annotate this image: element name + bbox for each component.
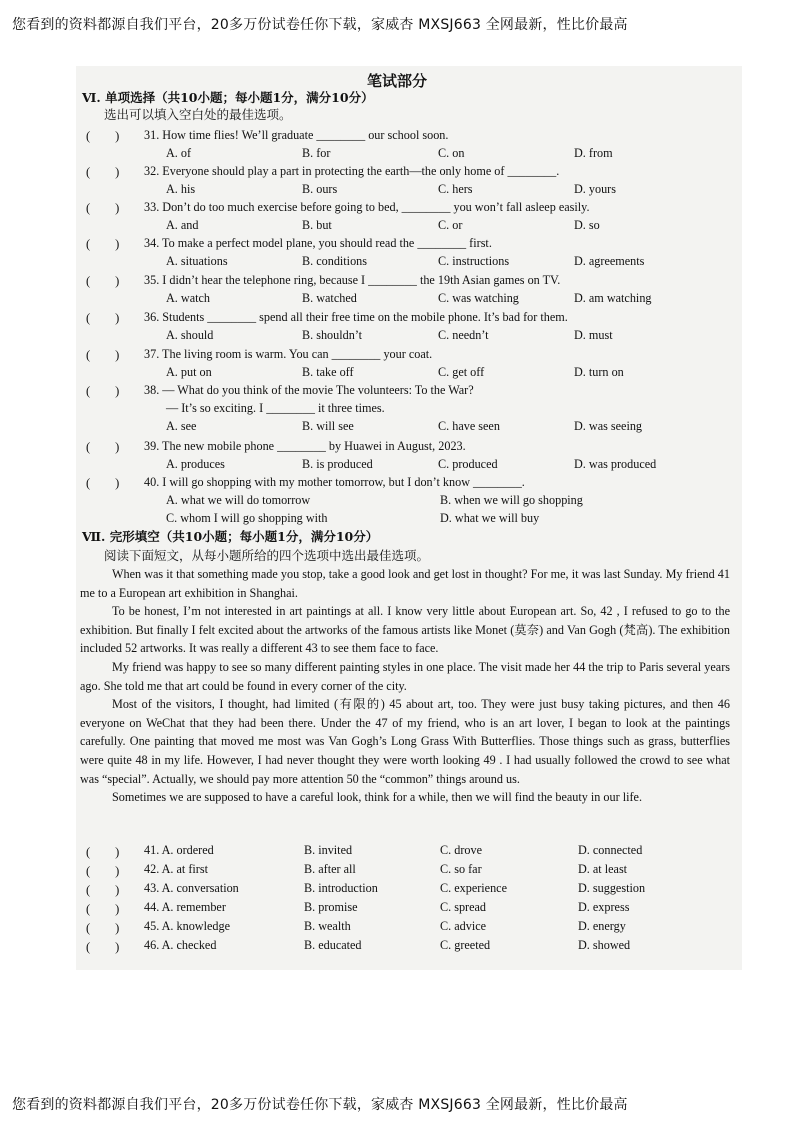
answer-option: C. get off — [438, 365, 485, 379]
answer-option: B. for — [302, 146, 331, 160]
answer-option: B. is produced — [302, 457, 373, 471]
answer-option: D. energy — [578, 919, 626, 933]
answer-paren: ( ) — [86, 348, 120, 362]
answer-option: D. suggestion — [578, 881, 646, 895]
answer-option: A. see — [166, 419, 197, 433]
answer-option: D. so — [574, 218, 600, 232]
answer-option: A. of — [166, 146, 192, 160]
answer-paren: ( ) — [86, 902, 120, 916]
answer-option: C. spread — [440, 900, 487, 914]
answer-option: B. ours — [302, 182, 338, 196]
answer-paren: ( ) — [86, 274, 120, 288]
answer-paren: ( ) — [86, 940, 120, 954]
section-7-heading: Ⅶ. 完形填空（共10小题；每小题1分，满分10分） — [82, 529, 379, 544]
answer-option: C. greeted — [440, 938, 491, 952]
answer-option: D. at least — [578, 862, 628, 876]
answer-option: C. so far — [440, 862, 482, 876]
question-stem: 37. The living room is warm. You can ________ your coat. — [144, 347, 433, 361]
answer-option: D. from — [574, 146, 613, 160]
answer-option: B. invited — [304, 843, 353, 857]
answer-option: B. will see — [302, 419, 354, 433]
answer-option: D. express — [578, 900, 630, 914]
answer-option: A. situations — [166, 254, 228, 268]
answer-paren: ( ) — [86, 845, 120, 859]
answer-option: A. put on — [166, 365, 212, 379]
answer-paren: ( ) — [86, 237, 120, 251]
answer-option: B. after all — [304, 862, 356, 876]
section-6-instruction: 选出可以填入空白处的最佳选项。 — [104, 107, 292, 122]
question-stem: 32. Everyone should play a part in protecting the earth—the only home of ________. — [144, 164, 560, 178]
answer-option: D. am watching — [574, 291, 652, 305]
cloze-question-first-option: 45. A. knowledge — [144, 919, 230, 933]
answer-option: C. experience — [440, 881, 507, 895]
passage-paragraph: Sometimes we are supposed to have a careful look, think for a while, then we will find the beauty in our life. — [112, 790, 643, 805]
answer-paren: ( ) — [86, 864, 120, 878]
answer-option: C. hers — [438, 182, 473, 196]
question-stem: 39. The new mobile phone ________ by Huawei in August, 2023. — [144, 439, 466, 453]
answer-paren: ( ) — [86, 311, 120, 325]
answer-option: B. watched — [302, 291, 357, 305]
answer-option: C. whom I will go shopping with — [166, 511, 328, 525]
answer-option: C. produced — [438, 457, 498, 471]
cloze-question-first-option: 42. A. at first — [144, 862, 208, 876]
answer-option: D. was produced — [574, 457, 657, 471]
answer-option: D. must — [574, 328, 613, 342]
question-stem: 36. Students ________ spend all their free time on the mobile phone. It’s bad for them. — [144, 310, 568, 324]
answer-paren: ( ) — [86, 440, 120, 454]
answer-option: C. instructions — [438, 254, 510, 268]
answer-option: B. conditions — [302, 254, 368, 268]
answer-option: A. should — [166, 328, 214, 342]
answer-option: C. drove — [440, 843, 482, 857]
cloze-question-first-option: 43. A. conversation — [144, 881, 239, 895]
section-7-instruction: 阅读下面短文，从每小题所给的四个选项中选出最佳选项。 — [104, 548, 430, 563]
answer-option: C. or — [438, 218, 463, 232]
question-stem: 31. How time flies! We’ll graduate ________ our school soon. — [144, 128, 449, 142]
answer-option: A. what we will do tomorrow — [166, 493, 311, 507]
cloze-question-first-option: 46. A. checked — [144, 938, 217, 952]
answer-option: C. on — [438, 146, 465, 160]
passage-paragraph: To be honest, I’m not interested in art paintings at all. I know very little about European art. So, 42 , I refused to go to the exhibition. But finally I felt excited about the artworks of the famous artists like Monet (莫奈) and Van Gogh (梵高). The exhibition included 52 artworks. It was really a different 43 to see them face to face. — [80, 604, 730, 656]
question-stem-continued: — It’s so exciting. I ________ it three times. — [166, 401, 385, 415]
answer-option: B. but — [302, 218, 332, 232]
cloze-passage — [80, 565, 730, 807]
answer-option: B. introduction — [304, 881, 378, 895]
answer-paren: ( ) — [86, 201, 120, 215]
answer-paren: ( ) — [86, 476, 120, 490]
passage-paragraph: Most of the visitors, I thought, had limited (有限的) 45 about art, too. They were just busy taking pictures, and then 46 everyone on WeChat that they had been there. Under the 47 of my friend, who is an art lover, I began to look at the paintings carefully. One painting that moved me most was Van Gogh’s Long Grass With Butterflies. Those things such as grass, butterflies were quite 48 in my life. However, I had never thought they were worth looking 49 . I had usually followed the crowd to see what was “special”. Actually, we should pay more attention 50 the “common” things around us. — [80, 697, 730, 786]
answer-option: B. when we will go shopping — [440, 493, 583, 507]
answer-option: D. connected — [578, 843, 643, 857]
answer-option: D. yours — [574, 182, 616, 196]
section-6-heading: Ⅵ. 单项选择（共10小题；每小题1分，满分10分） — [82, 90, 374, 105]
answer-option: D. showed — [578, 938, 631, 952]
answer-option: C. advice — [440, 919, 487, 933]
question-stem: 35. I didn’t hear the telephone ring, because I ________ the 19th Asian games on TV. — [144, 273, 561, 287]
answer-option: A. produces — [166, 457, 225, 471]
bottom-banner: 您看到的资料都源自我们平台，20多万份试卷任你下载，家威杏 MXSJ663 全网最新，性比价最高 — [12, 1097, 628, 1113]
question-stem: 34. To make a perfect model plane, you should read the ________ first. — [144, 236, 492, 250]
answer-option: A. watch — [166, 291, 210, 305]
answer-option: B. promise — [304, 900, 358, 914]
answer-option: D. was seeing — [574, 419, 643, 433]
answer-option: B. educated — [304, 938, 362, 952]
page-title: 笔试部分 — [366, 72, 427, 90]
cloze-question-first-option: 41. A. ordered — [144, 843, 214, 857]
answer-option: B. shouldn’t — [302, 328, 363, 342]
answer-option: C. was watching — [438, 291, 519, 305]
question-stem: 38. — What do you think of the movie The volunteers: To the War? — [144, 383, 474, 397]
cloze-question-first-option: 44. A. remember — [144, 900, 226, 914]
answer-option: A. and — [166, 218, 199, 232]
answer-paren: ( ) — [86, 883, 120, 897]
passage-paragraph: My friend was happy to see so many different painting styles in one place. The visit made her 44 the trip to Paris several years ago. She told me that art could be found in every corner of the city. — [80, 659, 730, 693]
answer-option: D. agreements — [574, 254, 645, 268]
top-banner: 您看到的资料都源自我们平台，20多万份试卷任你下载，家威杏 MXSJ663 全网最新，性比价最高 — [12, 17, 628, 33]
answer-option: B. wealth — [304, 919, 351, 933]
answer-option: C. have seen — [438, 419, 500, 433]
answer-paren: ( ) — [86, 384, 120, 398]
answer-option: D. turn on — [574, 365, 624, 379]
answer-option: C. needn’t — [438, 328, 489, 342]
passage-paragraph: When was it that something made you stop, take a good look and get lost in thought? For me, it was last Sunday. My friend 41 me to a European art exhibition in Shanghai. — [80, 567, 730, 600]
answer-option: B. take off — [302, 365, 354, 379]
answer-option: A. his — [166, 182, 196, 196]
answer-paren: ( ) — [86, 165, 120, 179]
question-stem: 40. I will go shopping with my mother tomorrow, but I don’t know ________. — [144, 475, 525, 489]
answer-paren: ( ) — [86, 921, 120, 935]
answer-option: D. what we will buy — [440, 511, 540, 525]
question-stem: 33. Don’t do too much exercise before going to bed, ________ you won’t fall asleep easily. — [144, 200, 590, 214]
answer-paren: ( ) — [86, 129, 120, 143]
